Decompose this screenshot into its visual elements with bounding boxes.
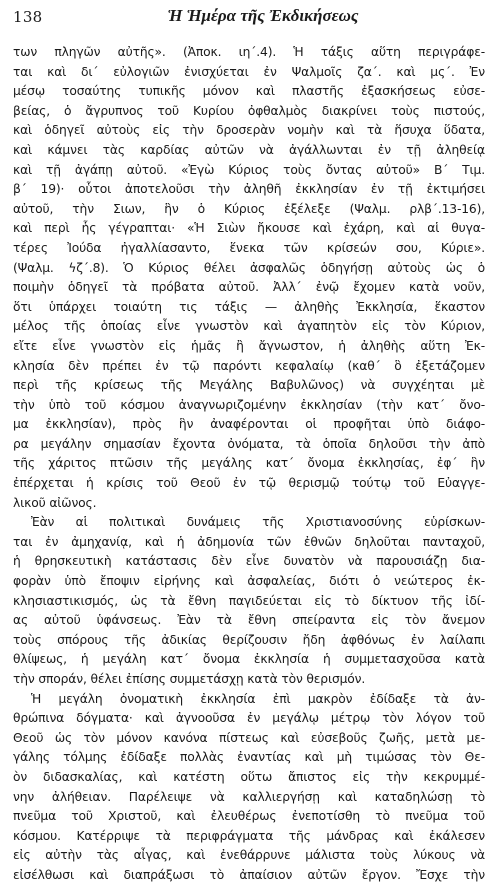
text-line: Ἡ μεγάλη ὀνοματικὴ ἐκκλησία ἐπὶ μακρὸν ἐδίδαξε τὰ ἀν- (31, 691, 485, 706)
text-line: ὅτι ὑπάρχει τοιαύτη τις τάξις — ἀληθὴς Ἐκκλησία, ἕκαστον (13, 299, 485, 314)
text-line: καὶ κάμνει τὰς καρδίας αὐτῶν νὰ ἀγάλλωνται ἐν τῇ ἀληθείᾳ (13, 142, 485, 157)
text-line: κλησιαστικισμός, ὡς τὰ ἔθνη παγιδεύεται εἰς τὸ δίκτυον τῆς ἰδί- (13, 593, 485, 608)
text-line: ποιμὴν ὁδηγεῖ τὰ πρόβατα αὐτοῦ. Ἀλλ΄ ἐνῷ ἔχομεν κατὰ νοῦν, (13, 280, 485, 295)
text-line: Θεοῦ ὡς τὸν μόνον κανόνα πίστεως καὶ εὐσεβοῦς ζωῆς, μετὰ με- (13, 730, 485, 745)
text-line: ὸν διδασκαλίας, καὶ κατέστη οὕτω ἄπιστος εἰς τὴν κεκρυμμέ- (13, 769, 485, 784)
text-line: καὶ ὁδηγεῖ αὐτοὺς εἰς τὴν δροσερὰν νομὴν καὶ τὰ ἥσυχα ὕδατα, (13, 123, 485, 138)
book-page (13, 6, 485, 882)
text-line: ἐπέρχεται ἡ κρίσις τοῦ Θεοῦ ἐν τῷ θερισμῷ τούτῳ τοῦ Εὐαγγε- (13, 476, 485, 491)
text-line: ρα μεγάλην σημασίαν ἔχοντα ὀνόματα, τὰ ὁποῖα δηλοῦσι τὴν ἀπὸ (13, 436, 485, 451)
text-line: ται ἐν ἀμηχανίᾳ, καὶ ἡ ἀδημονία τῶν ἐθνῶν δηλοῦται πανταχοῦ, (13, 534, 485, 549)
text-line: τέρες Ἰούδα ἠγαλλίασαντο, ἕνεκα τῶν κρίσεών σου, Κύριε». (13, 240, 485, 255)
text-line: αὐτοῦ, τὴν Σιων, ἣν ὁ Κύριος ἐξέλεξε (Ψαλμ. ρλβ΄.13-16), (13, 201, 485, 216)
text-line: θλίψεως, ἡ μεγάλη κατ΄ ὄνομα ἐκκλησία ἡ συμμετασχοῦσα κατὰ (13, 652, 485, 667)
text-line: β΄ 19)· οὗτοι ἀποτελοῦσι τὴν ἀληθῆ ἐκκλησίαν ἐν τῇ ἐκτιμήσει (13, 182, 485, 197)
text-line: εἰσέλθωσι καὶ διαπράξωσι τὸ ἀπαίσιον αὐτῶν ἔργον. Ἔσχε τὴν (13, 867, 485, 882)
running-head (13, 6, 485, 34)
text-line: κόσμου. Κατέρριψε τὰ περιφράγματα τῆς μάνδρας καὶ ἐκάλεσεν (13, 828, 485, 843)
text-line: καὶ τῇ ἀγάπῃ αὐτοῦ. «Ἐγὼ Κύριος τοὺς ὄντας αὐτοῦ» Β΄ Τιμ. (13, 162, 485, 177)
text-line: μέσῳ τοσαύτης τυπικῆς μόνον καὶ πλαστῆς ἐξασκήσεως εὐσε- (13, 84, 485, 99)
running-title: Ἡ Ἡμέρα τῆς Ἐκδικήσεως (167, 6, 359, 25)
text-line: ας αὐτοῦ ὑφάνσεως. Ἐὰν τὰ ἔθνη σπείραντα εἰς τὸν ἄνεμον (13, 613, 485, 628)
text-line: ἡ θρησκευτικὴ κατάστασις δὲν εἶνε δυνατὸν νὰ παρουσιάζῃ δια- (13, 554, 485, 569)
text-line: τοὺς σπόρους τῆς ἀδικίας θερίζουσιν ἤδη ἀφθόνως ἐν λαίλαπι (13, 632, 485, 647)
text-line: βείας, ὁ ἄγρυπνος τοῦ Κυρίου ὀφθαλμὸς διακρίνει τοὺς πιστούς, (13, 103, 485, 118)
text-line: των πληγῶν αὐτῆς». (Ἀποκ. ιη΄.4). Ἡ τάξις αὕτη περιγράφε- (13, 45, 485, 59)
text-line: μα ἐκκλησίαν), πρὸς ἣν ἀναφέρονται οἱ προφῆται ὑπὸ διάφο- (13, 417, 485, 432)
text-line: (Ψαλμ. ϟζ΄.8). Ὁ Κύριος θέλει ἀσφαλῶς ὁδηγήσῃ αὐτοὺς ὡς ὁ (13, 260, 485, 275)
text-line: φορὰν ὑπὸ ἔποψιν εἰρήνης καὶ ἀσφαλείας, διότι ὁ νεώτερος ἐκ- (13, 574, 485, 589)
text-line: ται καὶ δι΄ εὐλογιῶν ἐνισχύεται ἐν Ψαλμοῖς ζα΄. καὶ μς΄. Ἐν (13, 64, 485, 79)
body-text (13, 43, 485, 886)
paragraph (13, 43, 485, 513)
text-line: λικοῦ αἰῶνος. (13, 495, 97, 510)
text-line: περὶ τῆς κρίσεως τῆς Μεγάλης Βαβυλῶνος) νὰ συγχέηται μὲ (13, 378, 485, 393)
text-line: τὴν ὑπὸ τοῦ κόσμου ἀναγνωριζομένην ἐκκλησίαν (τὴν κατ΄ ὄνο- (13, 397, 485, 412)
paragraph (13, 690, 485, 886)
text-line: γάλης τόλμης ἐδίδαξε πολλὰς ἐναντίας καὶ μὴ τιμώσας τὸν Θε- (13, 750, 485, 765)
text-line: μέλος τῆς ὁποίας εἶνε γνωστὸν καὶ ἀγαπητὸν εἰς τὸν Κύριον, (13, 319, 485, 334)
text-line: θρώπινα δόγματα· καὶ ἀγνοοῦσα ἐν μεγάλῳ μέτρῳ τὸν λόγον τοῦ (13, 711, 485, 726)
page-number: 138 (13, 8, 43, 26)
text-line: πνεῦμα τοῦ Χριστοῦ, καὶ ἐλευθέρως ἐνεποτίσθη τὸ πνεῦμα τοῦ (13, 809, 485, 824)
paragraph (13, 513, 485, 689)
text-line: νην ἀλήθειαν. Παρέλειψε νὰ καλλιεργήσῃ καὶ καταδηλώσῃ τὸ (13, 789, 485, 804)
text-line: Ἐὰν αἱ πολιτικαὶ δυνάμεις τῆς Χριστιανοσύνης εὑρίσκων- (31, 515, 485, 530)
text-line: καὶ περὶ ἧς γέγραπται· «Ἡ Σιὼν ἤκουσε καὶ ἐχάρη, καὶ αἱ θυγα- (13, 221, 485, 236)
text-line: εἴτε εἶνε γνωστὸν εἰς ἡμᾶς ἢ ἄγνωστον, ἡ ἀληθὴς αὕτη Ἐκ- (13, 338, 485, 353)
text-line: εἰς αὐτὴν τὰς αἶγας, καὶ ἐνεθάρρυνε μάλιστα τοὺς λύκους νὰ (13, 848, 485, 863)
text-line: τὴν σποράν, θέλει ἐπίσης συμμετάσχῃ κατὰ τὸν θερισμόν. (13, 672, 366, 686)
text-line: τῆς χάριτος πτῶσιν τῆς μεγάλης κατ΄ ὄνομα ἐκκλησίας, ἐφ΄ ἣν (13, 456, 485, 471)
text-line: κλησία δὲν πρέπει ἐν τῷ παρόντι κεφαλαίῳ (καθ΄ ὃ ἐξετάζομεν (13, 358, 485, 373)
